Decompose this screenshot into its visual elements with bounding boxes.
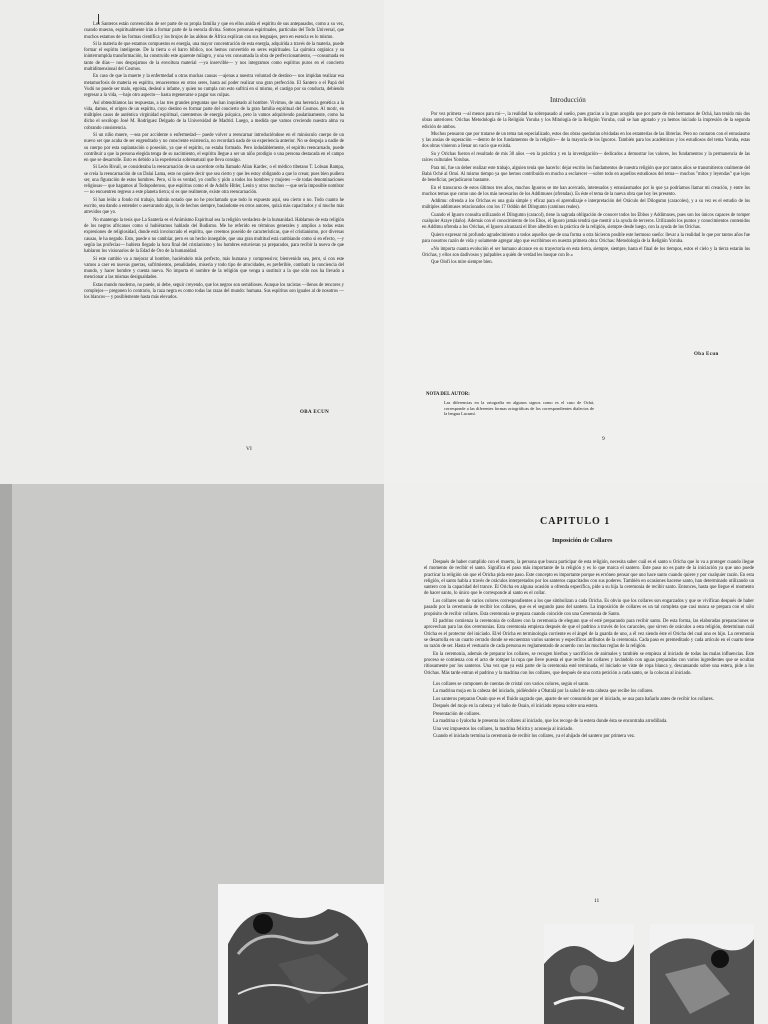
paragraph: En la ceremonia, además de preparar los collares, se recogen hierbas y sacrificios de animales y también se empieza al iniciado de todas las malas influencias. Este proceso se comienza con el acto de romper la ropa que lleve puesta el que recibe los collares y lavándolo con aguas preparadas con varios ingredientes que se ocultan ritiosamente por los santeros. Una vez que ya está parte de la ceremonia esté terminada, el iniciado se viste de ropa blanca y, descansando sobre una estera, pide a los Orichas. Más tarde entran el padrino y la madrina con los collares, que después de una corta petición a cada santo, se la colocan al iniciado. <box>424 651 754 676</box>
paragraph: Después del mojo en la cabeza y el baño de Osain, el iniciado reposa sobre una estera. <box>433 704 599 710</box>
paragraph: La madrina o Iyalocha le presenta los collares al iniciado, que los recoge de la estera donde ésta se encontraba arrodillada. <box>433 719 668 725</box>
paragraph: Los Santeros están convencidos de ser parte de su propia familia y que en ellos anida el espíritu de sus antepasados, como a su vez, cuando mueran, espiritualmente irán a formar parte de la esencia divina. Somos personas espirituales, partículas del Todo Universal, que muchos estamos de las formas científica y los brujos de las aldeas de África explican con sus lenguajes, pero en esencia es lo mismo. <box>84 22 344 40</box>
scanned-photo-graphic <box>650 924 754 1024</box>
paragraph: Así obtendríamos las respuestas, a las tres grandes preguntas que han inquietado al hombre. Vivimos, de una herencia genética a la vida, damos, el origen de un espíritu, cuyo destino es formar parte del concierto de la gran familia espiritual del Cosmos. Al morir, en múltiples casos de auténtica virginidad espiritual, carentemos de energía psíquica, pero la vamos adquiriendo paulatinamente, como ha dicho el sexólogo José M. Rodríguez Delgado de la Universidad de Madrid. Luego, a medida que vamos creciendo nuestra alma va cobrando consistencia. <box>84 100 344 131</box>
paragraph: En caso de que la muerte y la enfermedad u otras muchas causas —ajenas a nuestra voluntad de destino— nos impidan realizar esa metamorfosis de materia en espíritu, renaceremos en otros seres, hasta así poder realizar una gran perfección. El Santero o el Papá del Vudú no puede ser malo, egoísta, desleal o infame, y quien no cumpla con esto sufrirá en sí mismo, el castigo por su conducta, debiendo regresar a la vida, —bajo otro aspecto— hasta regenerarse o pagar sus culpas. <box>84 74 344 99</box>
page-vi-body <box>84 22 344 303</box>
section-title: Introducción <box>550 96 586 104</box>
author-signature: OBA ECUN <box>300 410 330 415</box>
chapter-subtitle: Imposición de Collares <box>552 537 613 544</box>
paragraph: No mantengo la tesis que La Santería es el Animismo Espiritual sea la religión verdadera de la humanidad. Hablamos de esta religión de los negros africanos como si hubiéramos hablado del Budismo. Me he referido en términos generales y amplios a todas estas expresiones de religiosidad, donde está involucrado el espíritu, que creemos poseído de características, que el cristianismo, por diversas causas, le ha negado. Esto, puede o no cambiar, pero es un hecho innegable, que una gran multitud está cambiando como si en efecto, —y según las profecías— hubiera llegado la hora final del cristianismo y los hombres estuvieran ya preparados, para recibir la nueva de que hablaron los visionarios de la Edad de Oro de la humanidad. <box>84 217 344 255</box>
page-number: 11 <box>594 898 600 904</box>
note-text <box>444 400 594 417</box>
blank-page <box>0 484 384 1024</box>
chapter-title: CAPITULO 1 <box>540 516 611 527</box>
binding-shadow <box>0 484 12 1024</box>
photo-illustration <box>218 884 384 1024</box>
paragraph: Si han leído a fondo mi trabajo, habrán notado que no he proclamado que todo lo expuesto aquí, sea cierto o no. Todo cuanto he escrito, sea dando a entender o asevarando algo, lo de hechos siempre, basándome en otros autores, quizá más capacitados y sí mucho más atrevidos que yo. <box>84 197 344 216</box>
paragraph: Si este cambio va a mejorar al hombre, haciéndolo más perfecto, más humano y comprensivo; bienvenido sea, pero, si con este vamos a caer en nuevas guerras, sufrimientos, penalidades, miseria y todo tipo de atrocidades, es preferible, combatir la conciencia del mundo, y hacer hombre y cuenta nueva. No importa el nombre de la religión que venga a sustituir a la que sólo nos ha llevado a mencionar a las mismas desigualdades. <box>84 256 344 281</box>
paragraph: Una vez impuestos los collares, la madrina felicita y aconseja al iniciado. <box>433 726 574 732</box>
paragraph: Quiero expresar mi profundo agradecimiento a todos aquellos que de una forma u otra hicieron posible este hermoso sueño: llevar a la realidad lo que por tantos años fue para nosotros razón de vida y solamente agregar algo que escribimos en nuestra primera obra: Orichas: Metodología de la Religión Yoruba. <box>422 232 750 245</box>
paragraph: Los collares son de varios colores correspondientes a los que simbolizan a cada Oricha. Es obvio que los collares son engarzados y que se vivifican después de haber pasado por la ceremonia de recibir los collares, que es el segundo paso del santero. La imposición de collares es un tal completa que casi nunca se prepara con el sólo propósito de recibir collares. Esta ceremonia se prepara cuando coincide con una Ceremonia de Santo. <box>424 598 754 617</box>
paragraph: Si la materia de que estamos compuestos es energía, una mayor concentración de esta energía, adquirida a través de la materia, puede formar el espíritu inteligente. De la tierra o el barro bíblico, nos hemos convertido en seres espirituales. La química orgánica y su ininterrumpida transformación, ha construido este aparente milagro, y una vez consumada la obra de perfeccionamiento, —consumada en tanto de días— nos despojamos de la envoltura material —ya inservible— y nos integramos como espíritus puros en el concierto multidimensional del Cosmos. <box>84 41 344 72</box>
paragraph: Presentación de collares. <box>433 711 481 717</box>
author-signature: Oba Ecun <box>694 352 719 357</box>
note-title: NOTA DEL AUTOR: <box>426 392 470 397</box>
page-11 <box>384 484 768 1024</box>
paragraph: Los collares se componen de cuentas de cristal con varios colores, según el santo. <box>433 681 590 687</box>
paragraph: Los santeros preparan Osain que es el fluido sagrado que, aparte de ser consumido por el iniciado, se usa para bañarlo antes de recibir los collares. <box>433 696 714 702</box>
paragraph: Si un niño muere, —sea por accidente o enfermedad— puede volver a reencarnar introduciéndose en el minúsculo cuerpo de un nuevo ser que acaba de ser engendrado y no consciente existencia, no recordará nada de su experiencia anterior. No se despoja a nadie de su cuerpo por esta suplantación o posesión, ya que el espíritu, no estaba formado. Pero indudablemente, el espíritu reencarnado, puede contribuir a que la persona elegida tenga de su nacimiento, el espíritu llegue a ser un niño prodigio o una persona destacada en el campo en que se desarrolle. Esto es debido a la experiencia sobrenatural que lleva consigo. <box>84 133 344 163</box>
scanned-photo-graphic <box>218 884 384 1024</box>
page-9 <box>384 0 768 484</box>
paragraph: Después de haber cumplido con el muerto, la persona que busca participar de esta religión, necesita saber cuál es el santo u Oricha que lo va a proteger cuando llegue el momento de recibir el santo. Significa el paso más importante de la religión y es lo que marca el santero. Este paso no es parte de la iniciación ya que uno puede practicar la religión sin que el Oricha pida este paso. Este concepto es importante porque es erróneo pensar que uno hace santo cuando quiere y por cualquier razón. En esta religión, el santo habla a través de oráculos interpretados por los santeros capacitados con sus poderes. También en ocasiones hacerse santo, han determinado utilizando un santero con la capacidad del trance. El Oricha en alguna ocasión u ofrenda específica, pide a su hija la ceremonia de recibir santo. Entonces, hasta que llegue el momento de hacer santo, lo único que le corresponde al santo es el collar. <box>424 560 754 597</box>
paragraph: En el transcurso de estos últimos tres años, muchos Iguoros se me han acercado, interesados y entusiasmados por lo que ya podríamos llamar mi creación, y entre los muchos temas que como uno de los más necesarios de los Addimuses (ofrendas). Es éste el tema de la nueva obra que hoy les presento. <box>422 185 750 197</box>
photo-illustration <box>650 924 754 1024</box>
note-body: Las diferencias en la ortografía en algunos signos como es el caso de Ochá, corresponde a las diferentes formas ortográficas de los correspondientes dialectos de la lengua Lucumí. <box>444 400 594 417</box>
paragraph: Por vez primera —al menos para mí—, la realidad ha sobrepasado al sueño, pues gracias a la gran acogida que por parte de mis hermanos de Ochá, han tenido mis dos obras anteriores: Orichas Metodología de la Religión Yoruba y los Mitología de la Religión Yoruba, cuál se han agotado y ya hemos iniciado la impresión de la segunda edición de ambos. <box>422 112 750 130</box>
paragraph: «No importa cuanta evolución el ser humano alcance en su trayectoria en esta tierra, siempre, siempre, hasta el final de los tiempos, estos el cielo y la tierra estarán los Orichas, y ellos son dadivosos y pulpables a quién de verdad les busque con fe.» <box>422 246 750 258</box>
paragraph: Cuando el iniciado termina la ceremonia de recibir los collares, ya el ahijado del santero por primera vez. <box>433 734 636 740</box>
photo-illustration <box>544 924 634 1024</box>
page-11-body <box>424 560 754 742</box>
paragraph: Estas mundo moderno, no puede, ni debe, seguir creyendo, que los negros son semidioses. Aunque los racistas —llenos de rencores y complejos— pregonen lo contrario, la raza negra es como todas las razas del mundo: humana. Sus espíritus son iguales al de nosotros —los blancos— y posiblemente hasta más elevados. <box>84 282 344 301</box>
paragraph: Si León Rivail, se consideraba la reencarnación de un sacerdote celta llamado Allan Kardec, o el médico tibetano T. Lobsan Rampa, se creía la reencarnación de un Dalai Lama, esto no quiere decir que sea cierto y que les estoy obligando a que lo crean; pues bien pudiera ser, una figuración de estos hombres. Pero, sí lo es verdad, yo confío y pido a todos los hombres y mujeres —de todas denominaciones religiosas— que hagamos al Todopoderoso, que espíritus como el de Adolfo Hitler, Lenin y otros muchos —que sería imposible nombrar— no encuentren regreso a este planeta tierra; si es que realmente, existe otra reencarnación. <box>84 165 344 196</box>
page-vi <box>0 0 384 484</box>
paragraph: Cuando el Iguoro consulta utilizando el Dilogumn (caracol), tiene la sagrada obligación de conocer todos los Ebbos y Addimuses, pues son los únicos capaces de romper cualquier Araye (daño). Además con el conocimiento de los Ebos, el Iguoro jamás tendrá que mentir a la ayuda de terceros. Utilizando los puntos y conocimientos contenidos en Addimu ofrenda a los Orichas, el Iguoro alcanzará el libre albedrío en la práctica de la religión, siempre desde luego, con la ayuda de los Orichas. <box>422 212 750 231</box>
paragraph: Addimu: ofrenda a los Orichas es una guía simple y eficaz para el aprendizaje e interpretación del Oráculo del Dilogumn (caracoles), y a su vez es el estudio de los múltiples addimuses relacionados con los 17 Oddún del Dilogumn (caminos reales). <box>422 199 750 211</box>
paragraph: Su y Orichas fueron el resultado de mis 30 años —en la práctica y en la investigación— dedicados a demostrar los valores, los fundamentos y la permanencia de las raíces culturales Yorubas. <box>422 151 750 164</box>
paragraph: Muchos pensaron que por tratarse de un tema tan especializado, estos dos obras quedarían olvidadas en los estanterías de las librerías. Pero no contaron con el entusiasmo y las ansias de superación —dentro de los fundamentos de la religión— de la mayoría de los Iguoros. También para los académicos y los estudiosos del tema Yoruba, estas dos obras vinieron a llenar un vacío que existía. <box>422 131 750 150</box>
paragraph: La madrina moja en la cabeza del iniciado, pidiéndole a Obatalá por la salud de esta cabeza que recibe los collares. <box>433 689 654 695</box>
scanned-photo-graphic <box>544 924 634 1024</box>
paragraph: El padrino comienza la ceremonia de collares con la ceremonia de elegunn que el esté preparando para recibir santo. De esta forma, las elaboradas preparaciones se aprovechan para las dos ceremonias. Esta ceremonia empieza después de que el padrino a través de los caracoles, que sirven de oráculos a esta religión, determinan cuál Oricha es el protector del iniciado. El/el Oricha en terminología corriente es el ángel de la guarda de uno, a él vez siendo éste el Oricha del cual uno es hijo. La ceremonia se desarrolla en un cuarto cerrado donde se encuentran varios santeros y específicos atributos de la ceremonia. Cada paso es premeditado y cada artículo en el cuarto tiene su razón de ser. Hasta el vestuario de cada persona es reglamentado de acuerdo con las muchas reglas de la religión. <box>424 619 754 650</box>
page-number: VI <box>246 446 252 452</box>
page-9-body <box>422 112 750 268</box>
paragraph: Que Olofi los mire siempre bien. <box>431 260 493 266</box>
page-number: 9 <box>602 436 605 442</box>
paragraph: Para mí, fue un deber realizar este trabajo, alguien tenía que hacerlo: dejar escrito los fundamentos de nuestra religión que por tantos años se transmitieron oralmente del Babá Oché al Omó. Al mismo tiempo ya que hemos contribuido en mucho a esclarecer —sobre todo en aquellos estudiosos del tema— muchos "mitos y leyendas" que lejos de beneficiar, perjudicaron bastante. <box>422 165 750 184</box>
